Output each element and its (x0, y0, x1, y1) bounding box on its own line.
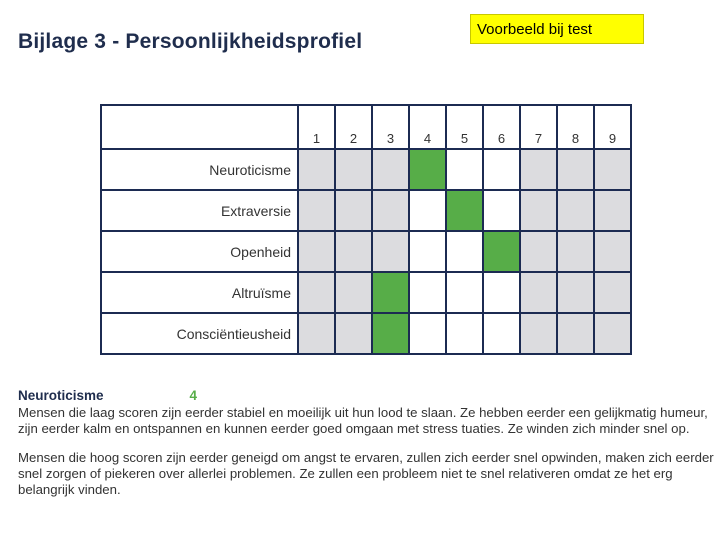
scale-number-label: 4 (423, 131, 432, 146)
score-cell (335, 313, 372, 354)
scale-header-row (101, 105, 631, 149)
example-badge: Voorbeeld bij test (470, 14, 644, 44)
score-cell (409, 190, 446, 231)
score-cell (372, 149, 409, 190)
trait-description (18, 388, 718, 511)
trait-label-cell (101, 190, 298, 231)
scale-number-3 (372, 105, 409, 149)
score-cell (335, 272, 372, 313)
score-cell (298, 272, 335, 313)
scale-number-label: 8 (571, 131, 580, 146)
score-cell (557, 231, 594, 272)
score-cell (520, 313, 557, 354)
trait-label: Consciëntieusheid (176, 325, 291, 342)
score-cell (557, 190, 594, 231)
score-cell-selected (483, 231, 520, 272)
scale-number-label: 5 (460, 131, 469, 146)
score-cell (372, 231, 409, 272)
description-trait-score: 4 (189, 388, 198, 403)
trait-label-cell (101, 231, 298, 272)
score-cell (335, 231, 372, 272)
trait-label: Altruïsme (231, 284, 291, 301)
trait-label: Neuroticisme (209, 161, 291, 178)
personality-profile-grid (100, 104, 632, 355)
header-corner-cell (101, 105, 298, 149)
scale-number-label: 9 (608, 131, 617, 146)
score-cell (557, 149, 594, 190)
scale-number-label: 2 (349, 131, 358, 146)
trait-label-cell (101, 149, 298, 190)
score-cell (483, 313, 520, 354)
description-paragraph-low: Mensen die laag scoren zijn eerder stabiel en moeilijk uit hun lood te slaan. Ze hebben eerder een gelijkmatig humeur, zijn eerder kalm en ontspannen en kunnen eerder goed omgaan met stress tuaties. Ze winden zich minder snel op. (18, 405, 708, 436)
score-cell-selected (372, 313, 409, 354)
score-cell (557, 272, 594, 313)
description-paragraph-high: Mensen die hoog scoren zijn eerder geneigd om angst te ervaren, zullen zich eerder snel opwinden, maken zich eerder snel zorgen of piekeren over allerlei problemen. Ze zullen een probleem niet te snel relativeren omdat ze het erg belangrijk vinden. (18, 450, 714, 497)
score-cell (335, 190, 372, 231)
score-cell (446, 313, 483, 354)
score-cell (594, 190, 631, 231)
trait-row (101, 149, 631, 190)
score-cell (409, 272, 446, 313)
score-cell (483, 149, 520, 190)
score-cell (335, 149, 372, 190)
score-cell-selected (372, 272, 409, 313)
scale-number-label: 1 (312, 131, 321, 146)
score-cell (409, 313, 446, 354)
scale-number-7 (520, 105, 557, 149)
score-cell (409, 231, 446, 272)
description-trait-name: Neuroticisme (18, 388, 104, 403)
score-cell (446, 231, 483, 272)
trait-label: Openheid (230, 243, 291, 260)
trait-label-cell (101, 272, 298, 313)
score-cell (298, 149, 335, 190)
score-cell (594, 272, 631, 313)
scale-number-6 (483, 105, 520, 149)
score-cell (446, 272, 483, 313)
score-cell (520, 272, 557, 313)
trait-row (101, 272, 631, 313)
scale-number-1 (298, 105, 335, 149)
score-cell-selected (409, 149, 446, 190)
score-cell (446, 149, 483, 190)
score-cell (298, 190, 335, 231)
score-cell (298, 231, 335, 272)
score-cell (520, 231, 557, 272)
trait-row (101, 313, 631, 354)
trait-label: Extraversie (220, 202, 291, 219)
scale-number-9 (594, 105, 631, 149)
score-cell (520, 190, 557, 231)
scale-number-label: 3 (386, 131, 395, 146)
scale-number-5 (446, 105, 483, 149)
score-cell (298, 313, 335, 354)
score-cell (594, 313, 631, 354)
score-cell (594, 149, 631, 190)
trait-row (101, 190, 631, 231)
trait-row (101, 231, 631, 272)
score-cell (483, 272, 520, 313)
page-title: Bijlage 3 - Persoonlijkheidsprofiel (18, 30, 363, 53)
score-cell (372, 190, 409, 231)
score-cell-selected (446, 190, 483, 231)
scale-number-2 (335, 105, 372, 149)
description-heading (18, 388, 718, 404)
scale-number-label: 7 (534, 131, 543, 146)
score-cell (520, 149, 557, 190)
trait-label-cell (101, 313, 298, 354)
score-cell (483, 190, 520, 231)
scale-number-8 (557, 105, 594, 149)
scale-number-label: 6 (497, 131, 506, 146)
score-cell (594, 231, 631, 272)
score-cell (557, 313, 594, 354)
scale-number-4 (409, 105, 446, 149)
